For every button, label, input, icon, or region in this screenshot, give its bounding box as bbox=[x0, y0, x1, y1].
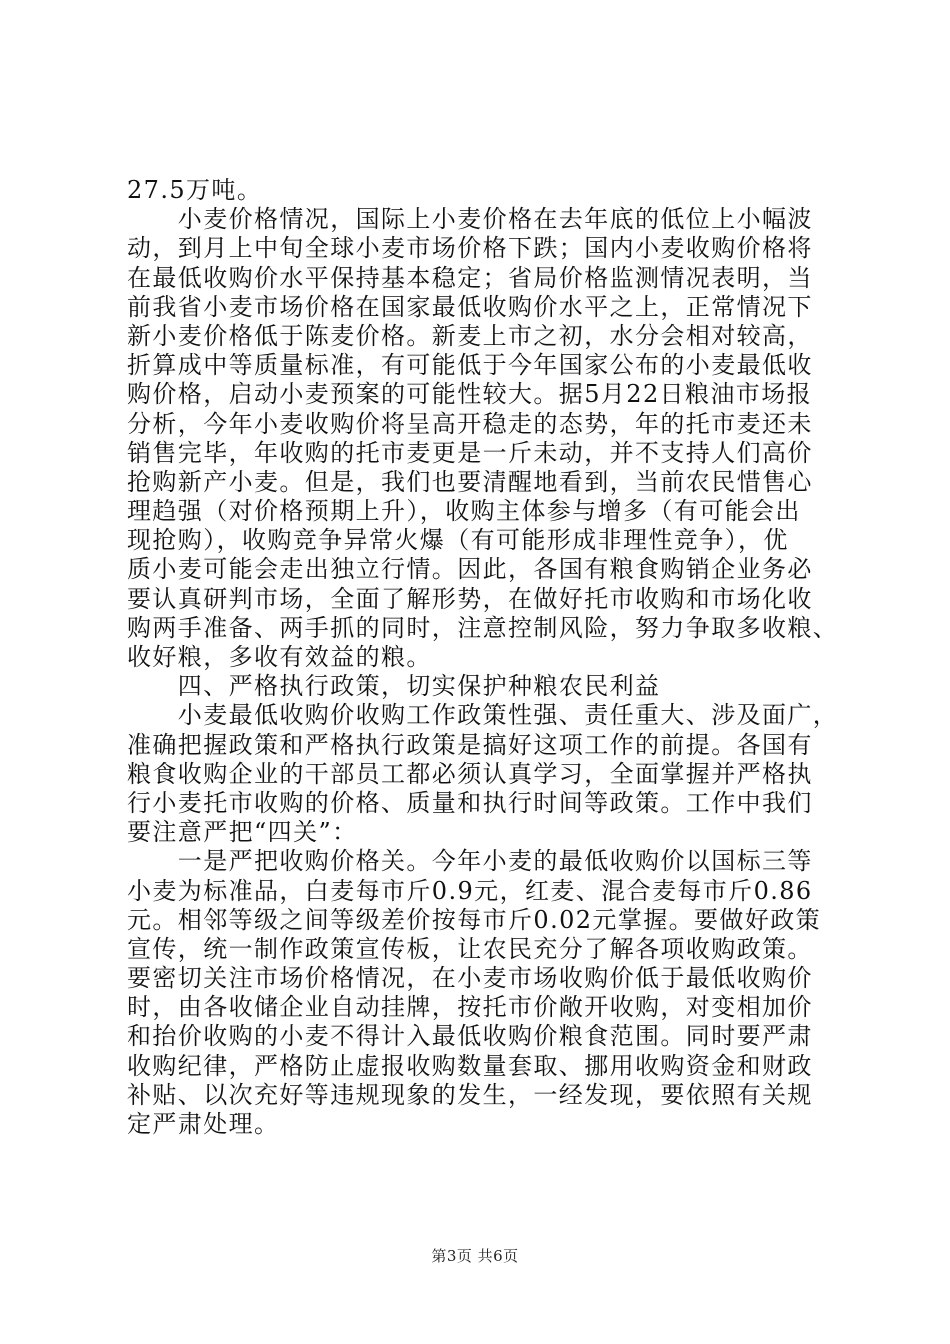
text-line: 质小麦可能会走出独立行情。因此，各国有粮食购销企业务必 bbox=[127, 555, 813, 584]
text-line: 前我省小麦市场价格在国家最低收购价水平之上，正常情况下 bbox=[127, 292, 813, 321]
text-line: 抢购新产小麦。但是，我们也要清醒地看到，当前农民惜售心 bbox=[127, 467, 813, 496]
text-line: 在最低收购价水平保持基本稳定；省局价格监测情况表明，当 bbox=[127, 263, 813, 292]
text-line: 27.5万吨。 bbox=[127, 176, 263, 204]
text-line: 元。相邻等级之间等级差价按每市斤0.02元掌握。要做好政策 bbox=[127, 905, 822, 934]
text-line: 一是严把收购价格关。今年小麦的最低收购价以国标三等 bbox=[127, 847, 813, 876]
text-line: 动，到月上中旬全球小麦市场价格下跌；国内小麦收购价格将 bbox=[127, 234, 813, 263]
text-line: 购价格，启动小麦预案的可能性较大。据5月22日粮油市场报 bbox=[127, 380, 813, 409]
page-number-footer: 第3页 共6页 bbox=[431, 1247, 519, 1265]
text-line: 收好粮，多收有效益的粮。 bbox=[127, 643, 432, 671]
section-heading: 四、严格执行政策，切实保护种粮农民利益 bbox=[127, 672, 661, 701]
text-line: 定严肃处理。 bbox=[127, 1110, 280, 1138]
text-line: 和抬价收购的小麦不得计入最低收购价粮食范围。同时要严肃 bbox=[127, 1022, 813, 1051]
text-line: 分析，今年小麦收购价将呈高开稳走的态势，年的托市麦还未 bbox=[127, 409, 813, 438]
text-line: 宣传，统一制作政策宣传板，让农民充分了解各项收购政策。 bbox=[127, 934, 813, 963]
text-line: 收购纪律，严格防止虚报收购数量套取、挪用收购资金和财政 bbox=[127, 1051, 813, 1080]
text-line: 粮食收购企业的干部员工都必须认真学习，全面掌握并严格执 bbox=[127, 759, 813, 788]
text-line: 要密切关注市场价格情况，在小麦市场收购价低于最低收购价 bbox=[127, 964, 813, 993]
text-line: 要认真研判市场，全面了解形势，在做好托市收购和市场化收 bbox=[127, 584, 813, 613]
text-line: 小麦价格情况，国际上小麦价格在去年底的低位上小幅波 bbox=[127, 205, 813, 234]
text-line: 小麦为标准品，白麦每市斤0.9元，红麦、混合麦每市斤0.86 bbox=[127, 876, 813, 905]
text-line: 要注意严把“四关”： bbox=[127, 818, 358, 847]
text-line: 补贴、以次充好等违规现象的发生，一经发现，要依照有关规 bbox=[127, 1080, 813, 1109]
text-line: 时，由各收储企业自动挂牌，按托市价敞开收购，对变相加价 bbox=[127, 993, 813, 1022]
document-body bbox=[127, 176, 839, 1139]
text-line: 准确把握政策和严格执行政策是搞好这项工作的前提。各国有 bbox=[127, 730, 813, 759]
text-line: 理趋强（对价格预期上升），收购主体参与增多（有可能会出 bbox=[127, 497, 801, 526]
text-line: 现抢购），收购竞争异常火爆（有可能形成非理性竞争），优 bbox=[127, 526, 789, 555]
text-line: 新小麦价格低于陈麦价格。新麦上市之初，水分会相对较高， bbox=[127, 321, 813, 350]
text-line: 行小麦托市收购的价格、质量和执行时间等政策。工作中我们 bbox=[127, 788, 813, 817]
text-line: 购两手准备、两手抓的同时，注意控制风险，努力争取多收粮、 bbox=[127, 613, 839, 642]
text-line: 销售完毕，年收购的托市麦更是一斤未动，并不支持人们高价 bbox=[127, 438, 813, 467]
text-line: 折算成中等质量标准，有可能低于今年国家公布的小麦最低收 bbox=[127, 351, 813, 380]
text-line: 小麦最低收购价收购工作政策性强、责任重大、涉及面广， bbox=[127, 701, 839, 730]
